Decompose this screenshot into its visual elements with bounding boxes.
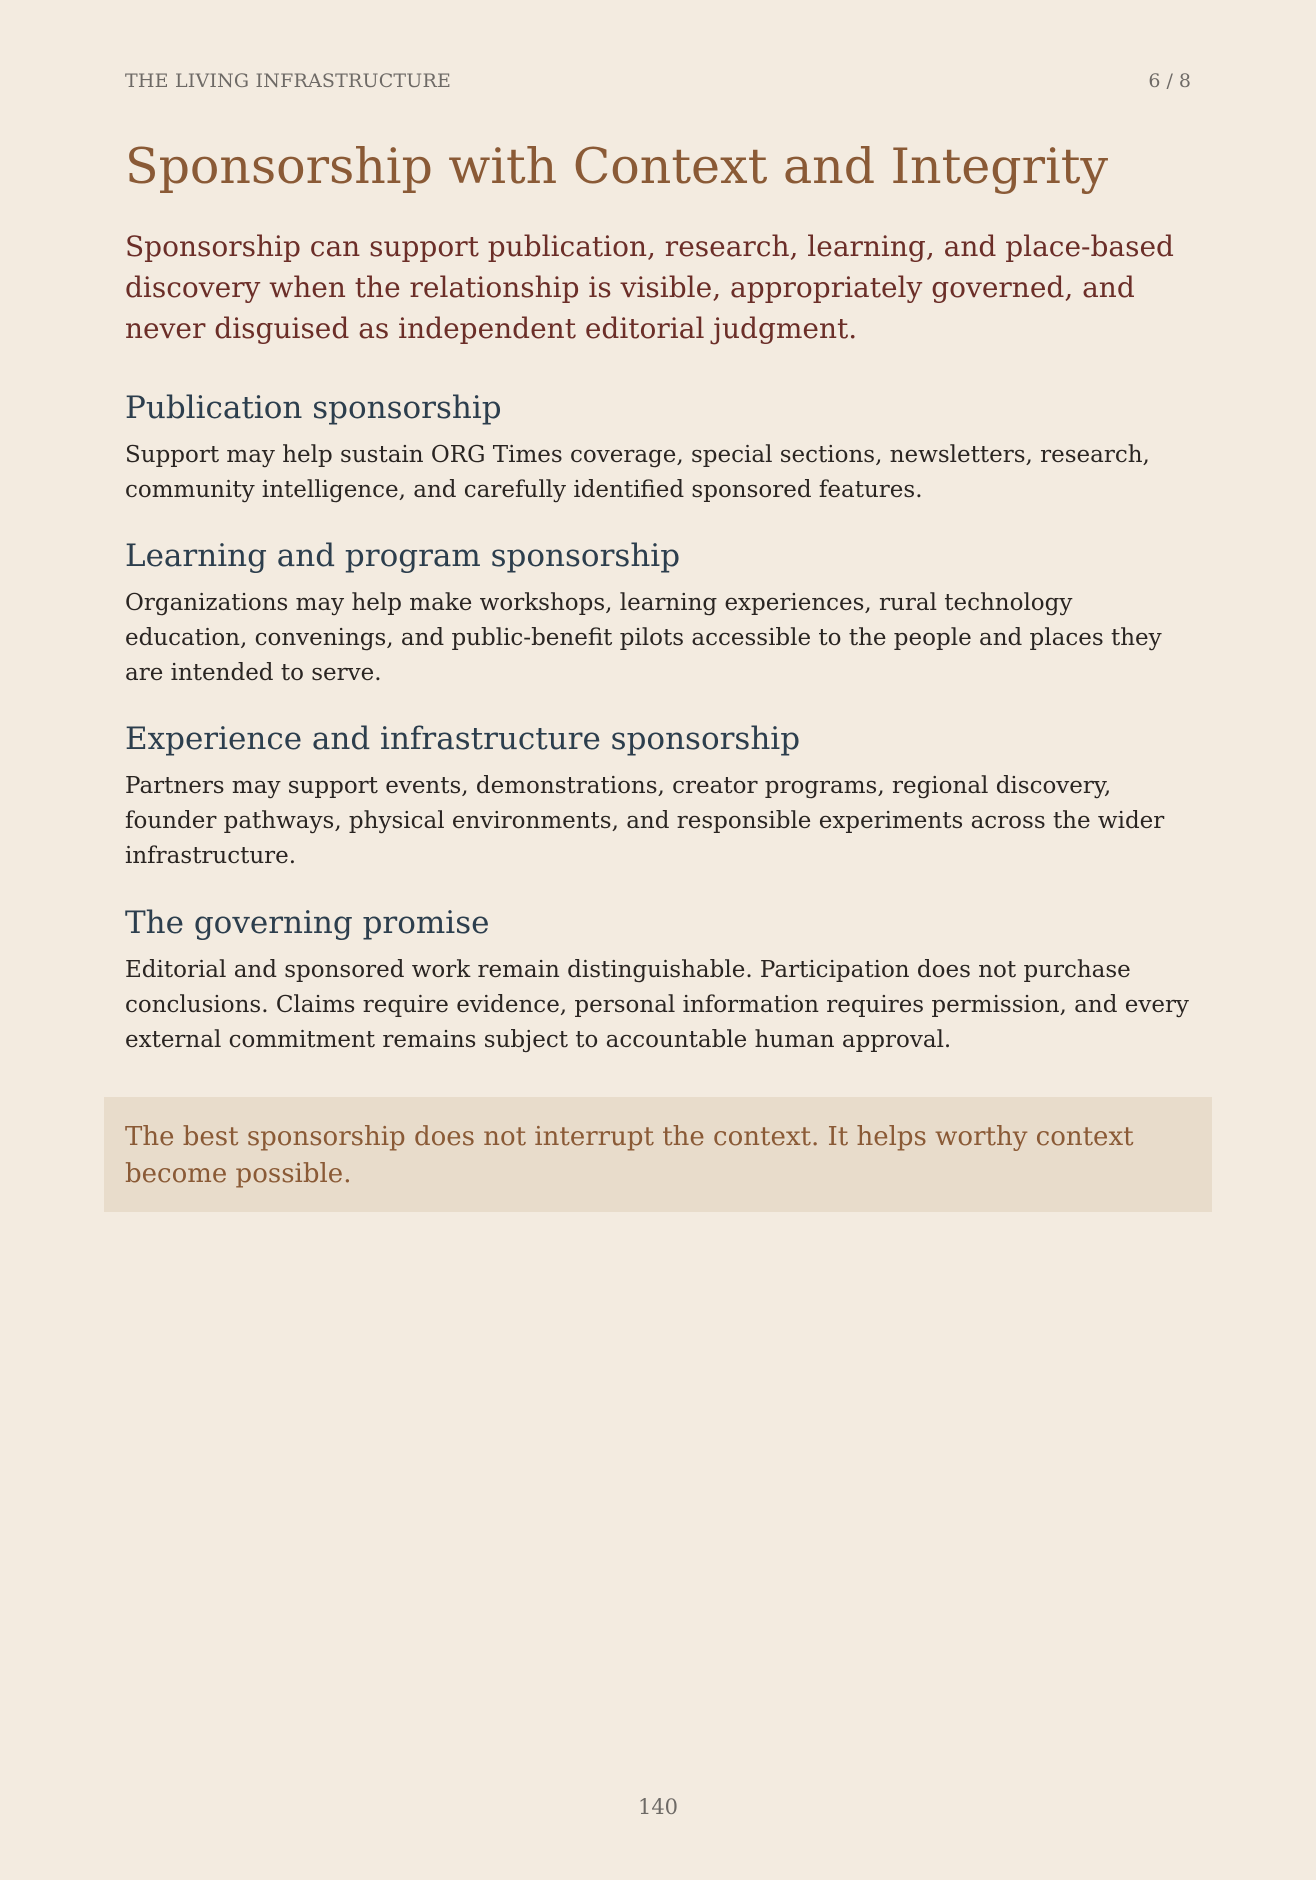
section-learning-program-sponsorship <box>125 536 1195 691</box>
page-counter: 6 / 8 <box>1148 70 1191 92</box>
section-body: Editorial and sponsored work remain distinguishable. Participation does not purchase conclusions. Claims require evidence, personal information requires permission, and every external commitment remains subject to accountable human approval. <box>125 957 1189 1053</box>
section-publication-sponsorship <box>125 388 1195 508</box>
lede-paragraph: Sponsorship can support publication, research, learning, and place-based discovery when the relationship is visible, appropriately governed, and never disguised as independent editorial judgment. <box>125 230 1174 345</box>
section-governing-promise <box>125 903 1195 1058</box>
section-body: Partners may support events, demonstrations, creator programs, regional discovery, founder pathways, physical environments, and responsible experiments across the wider infrastructure. <box>125 773 1165 869</box>
page-number: 140 <box>637 1795 679 1819</box>
section-body: Support may help sustain ORG Times coverage, special sections, newsletters, research, community intelligence, and carefully identified sponsored features. <box>125 442 1150 503</box>
page-title: Sponsorship with Context and Integrity <box>125 138 1109 195</box>
section-experience-infrastructure-sponsorship <box>125 719 1195 874</box>
pull-quote-callout <box>104 1097 1212 1212</box>
section-heading: The governing promise <box>125 905 490 941</box>
callout-text: The best sponsorship does not interrupt the context. It helps worthy context become possible. <box>125 1122 1134 1189</box>
section-body: Organizations may help make workshops, learning experiences, rural technology education, convenings, and public-benefit pilots accessible to the people and places they are intended to serve. <box>125 590 1162 686</box>
section-heading: Experience and infrastructure sponsorship <box>125 721 801 757</box>
section-heading: Publication sponsorship <box>125 390 502 426</box>
running-head: THE LIVING INFRASTRUCTURE <box>125 70 452 92</box>
section-heading: Learning and program sponsorship <box>125 538 681 574</box>
